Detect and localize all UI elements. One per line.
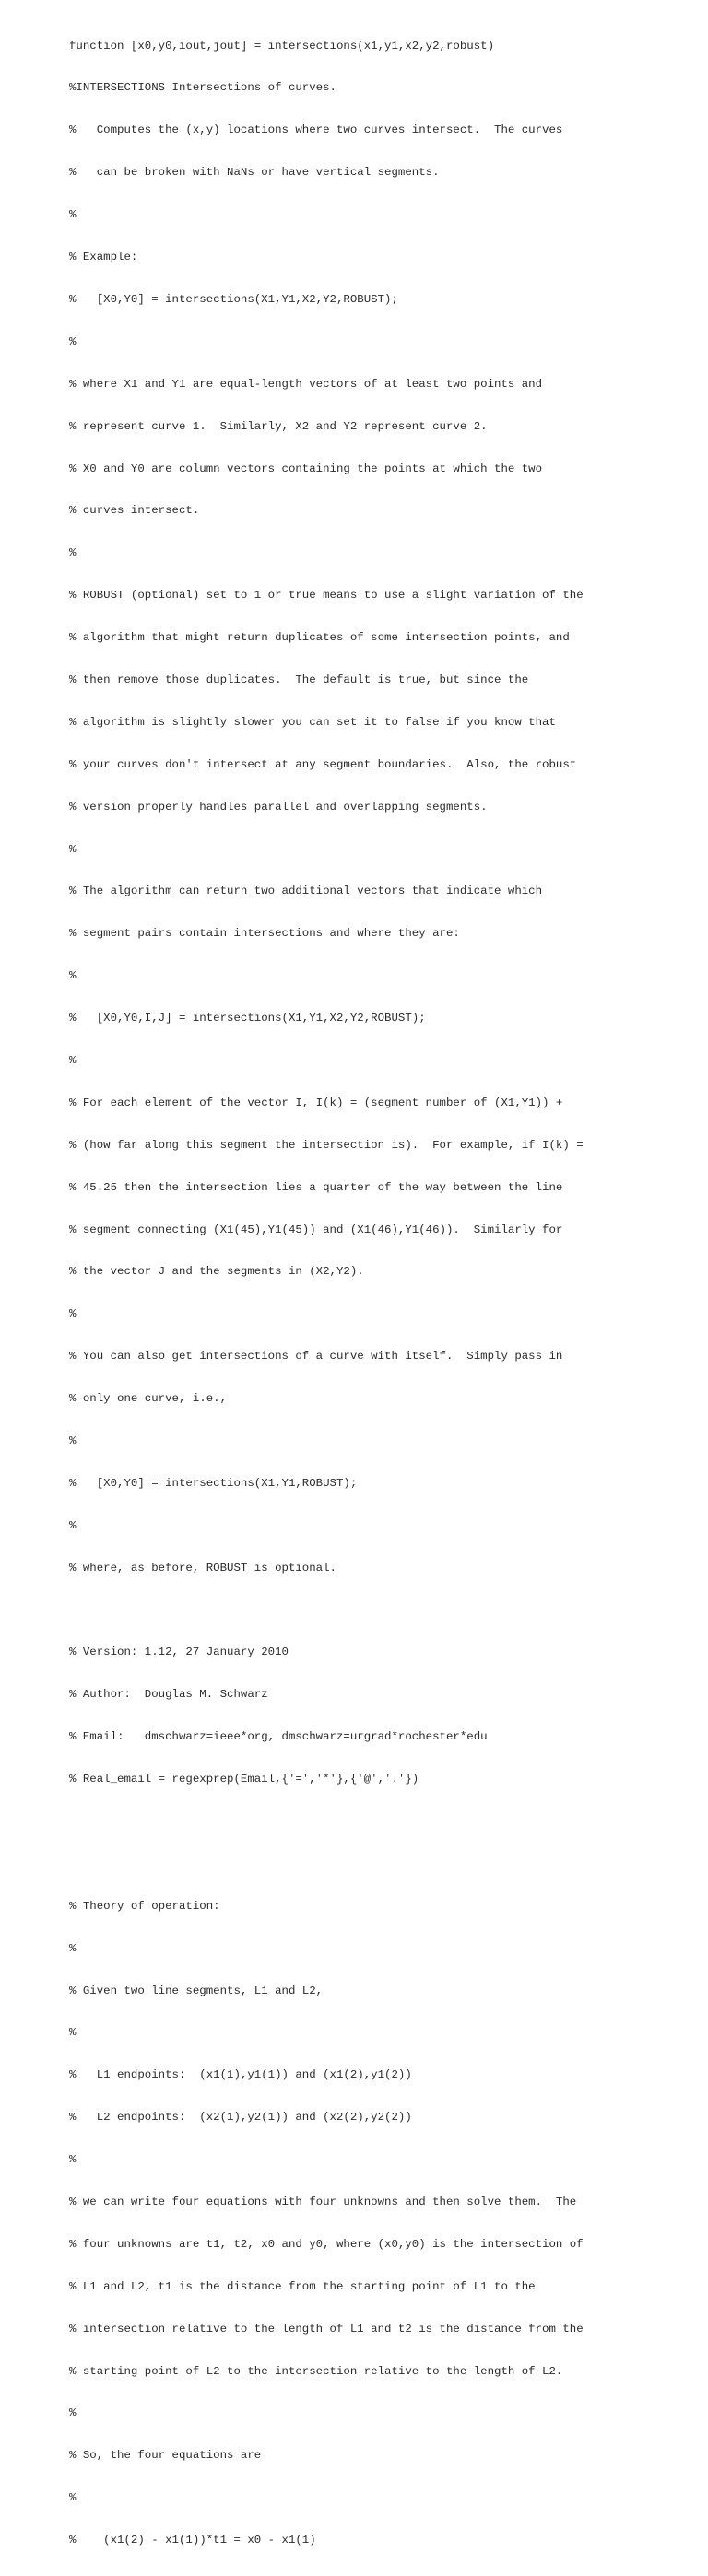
code-line: % Version: 1.12, 27 January 2010 — [69, 1645, 289, 1659]
code-line: % — [69, 969, 77, 983]
code-line — [69, 1815, 696, 1829]
code-line: % then remove those duplicates. The default is true, but since the — [69, 673, 529, 686]
code-line: % Theory of operation: — [69, 1899, 220, 1913]
code-line: % Author: Douglas M. Schwarz — [69, 1688, 268, 1702]
code-line: % only one curve, i.e., — [69, 1392, 228, 1406]
code-line: % Real_email = regexprep(Email,{'=','*'},{'@','.'}) — [69, 1773, 419, 1786]
code-line: % — [69, 334, 77, 348]
code-line: % Email: dmschwarz=ieee*org, dmschwarz=urgrad*rochester*edu — [69, 1730, 488, 1744]
code-listing — [69, 11, 696, 2576]
code-line: % (how far along this segment the intersection is). For example, if I(k) = — [69, 1138, 584, 1152]
code-line: % we can write four equations with four unknowns and then solve them. The — [69, 2195, 577, 2209]
code-line: % (x1(2) - x1(1))*t1 = x0 - x1(1) — [69, 2534, 316, 2547]
code-line — [69, 1604, 696, 1618]
code-line: % where, as before, ROBUST is optional. — [69, 1561, 336, 1575]
code-line: % — [69, 2153, 77, 2167]
code-line: % the vector J and the segments in (X2,Y2). — [69, 1265, 364, 1279]
code-line: % 45.25 then the intersection lies a quarter of the way between the line — [69, 1180, 563, 1194]
code-line: % L1 endpoints: (x1(1),y1(1)) and (x1(2),y1(2)) — [69, 2068, 412, 2082]
code-line: % Example: — [69, 251, 138, 264]
code-line: % — [69, 2026, 77, 2040]
code-line: % segment pairs contain intersections and where they are: — [69, 927, 460, 941]
code-line: % Given two line segments, L1 and L2, — [69, 1984, 324, 1997]
code-line: % — [69, 2406, 77, 2420]
code-line: % X0 and Y0 are column vectors containing the points at which the two — [69, 462, 543, 475]
code-line: % — [69, 2491, 77, 2505]
code-line: % So, the four equations are — [69, 2449, 262, 2463]
code-line: % algorithm that might return duplicates of some intersection points, and — [69, 631, 570, 645]
code-line: % [X0,Y0,I,J] = intersections(X1,Y1,X2,Y2,ROBUST); — [69, 1012, 426, 1025]
code-line: % ROBUST (optional) set to 1 or true means to use a slight variation of the — [69, 589, 584, 603]
code-line: % The algorithm can return two additional vectors that indicate which — [69, 884, 543, 898]
code-line: % your curves don't intersect at any segment boundaries. Also, the robust — [69, 757, 577, 771]
code-line: % intersection relative to the length of L1 and t2 is the distance from the — [69, 2322, 584, 2336]
code-line: % [X0,Y0] = intersections(X1,Y1,X2,Y2,ROBUST); — [69, 292, 398, 306]
code-line: % four unknowns are t1, t2, x0 and y0, where (x0,y0) is the intersection of — [69, 2237, 584, 2251]
code-line: % — [69, 1518, 77, 1532]
code-line: %INTERSECTIONS Intersections of curves. — [69, 81, 336, 95]
code-line: % where X1 and Y1 are equal-length vectors of at least two points and — [69, 377, 543, 391]
code-line: % algorithm is slightly slower you can set it to false if you know that — [69, 715, 556, 729]
code-line: % — [69, 1434, 77, 1447]
code-line: % segment connecting (X1(45),Y1(45)) and (X1(46),Y1(46)). Similarly for — [69, 1223, 563, 1236]
code-line: % — [69, 842, 77, 856]
code-line: % curves intersect. — [69, 504, 200, 518]
code-line: % can be broken with NaNs or have vertical segments. — [69, 166, 440, 180]
code-line: % L2 endpoints: (x2(1),y2(1)) and (x2(2),y2(2)) — [69, 2111, 412, 2125]
code-line: % version properly handles parallel and overlapping segments. — [69, 800, 488, 814]
code-line — [69, 1857, 696, 1871]
code-line: % — [69, 1307, 77, 1321]
code-line: % Computes the (x,y) locations where two curves intersect. The curves — [69, 123, 563, 137]
code-line: % starting point of L2 to the intersection relative to the length of L2. — [69, 2364, 563, 2378]
code-line: % You can also get intersections of a curve with itself. Simply pass in — [69, 1350, 563, 1364]
code-line: function [x0,y0,iout,jout] = intersections(x1,y1,x2,y2,robust) — [69, 39, 495, 53]
code-line: % — [69, 546, 77, 560]
code-line: % [X0,Y0] = intersections(X1,Y1,ROBUST); — [69, 1476, 358, 1490]
code-line: % — [69, 208, 77, 222]
code-line: % For each element of the vector I, I(k) = (segment number of (X1,Y1)) + — [69, 1095, 563, 1109]
code-line: % L1 and L2, t1 is the distance from the starting point of L1 to the — [69, 2279, 536, 2293]
code-line: % — [69, 1941, 77, 1955]
code-line: % represent curve 1. Similarly, X2 and Y2 represent curve 2. — [69, 419, 488, 433]
code-line: % — [69, 1053, 77, 1067]
